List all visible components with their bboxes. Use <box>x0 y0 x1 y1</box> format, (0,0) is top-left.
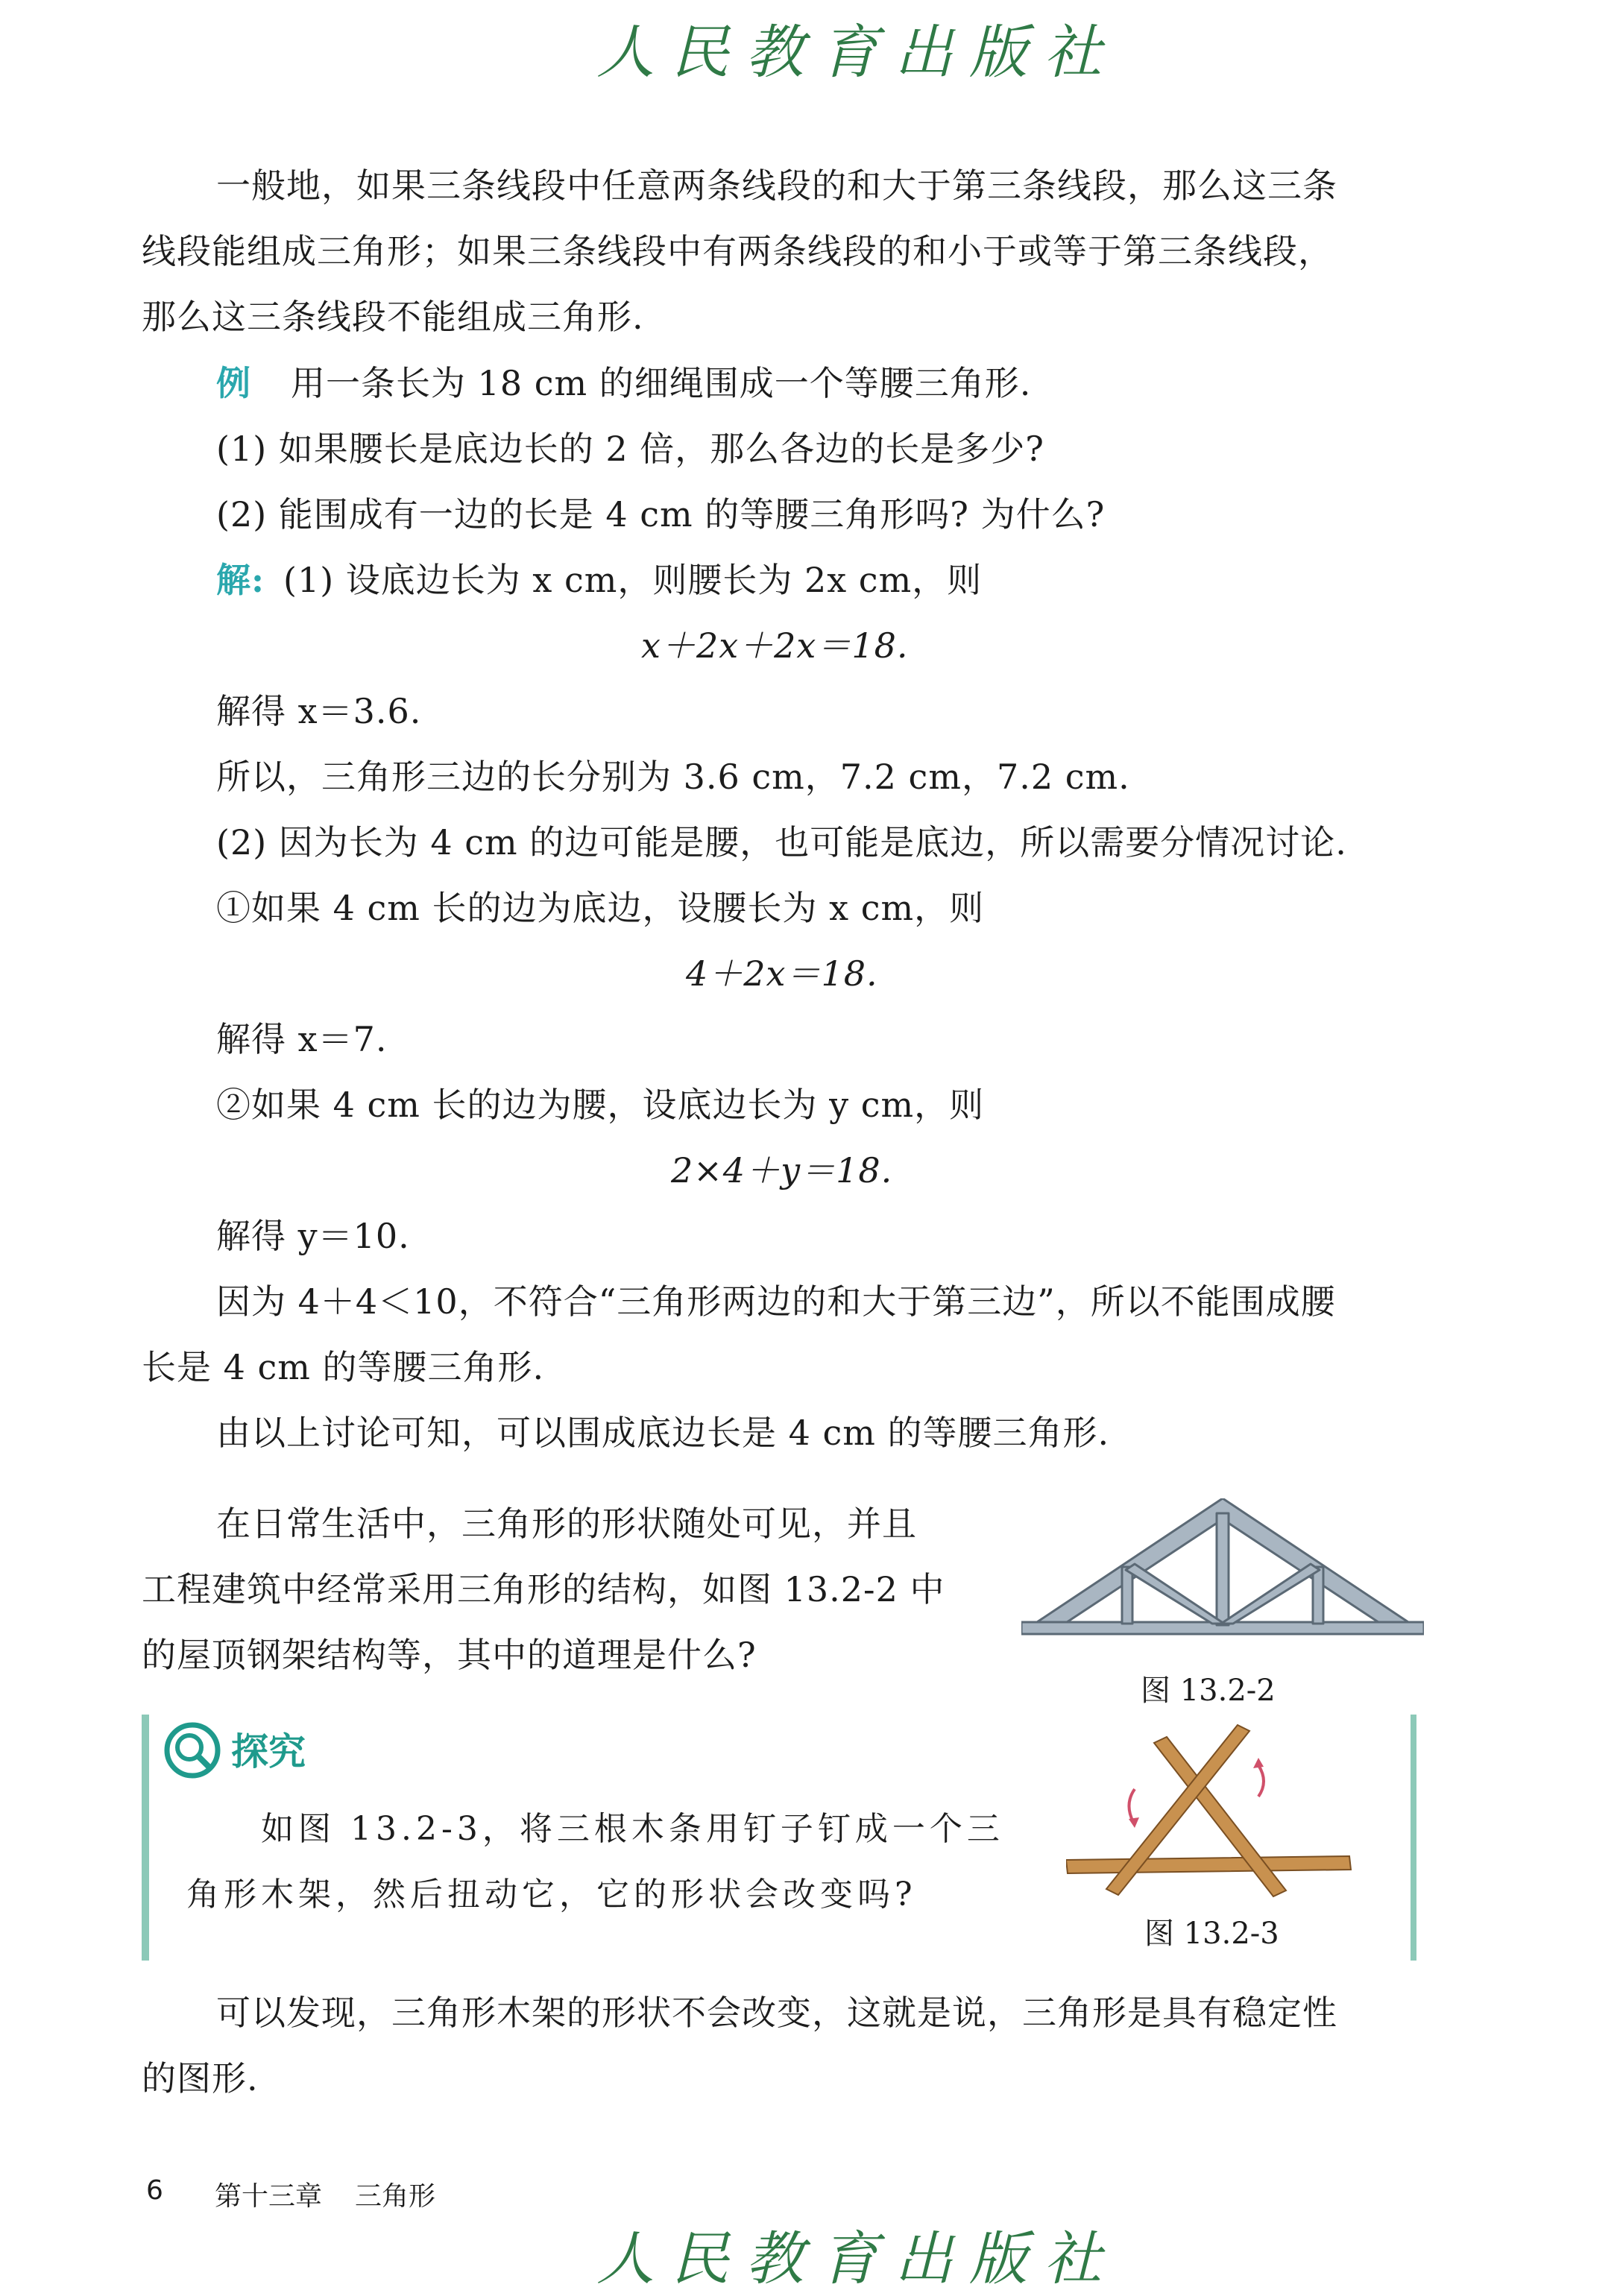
result-5-line-2: 长是 4 cm 的等腰三角形. <box>142 1347 545 1387</box>
daily-line-3: 的屋顶钢架结构等，其中的道理是什么? <box>142 1635 757 1675</box>
example-label: 例 <box>216 363 251 403</box>
explore-line-2: 角形木架，然后扭动它，它的形状会改变吗? <box>186 1876 917 1914</box>
example-question-2: (2) 能围成有一边的长是 4 cm 的等腰三角形吗? 为什么? <box>216 494 1106 534</box>
result-5-line-1: 因为 4＋4＜10，不符合“三角形两边的和大于第三边”，所以不能围成腰 <box>216 1281 1336 1322</box>
wooden-frame-figure <box>1066 1722 1364 1901</box>
result-2: 所以，三角形三边的长分别为 3.6 cm，7.2 cm，7.2 cm. <box>216 757 1130 797</box>
daily-line-2: 工程建筑中经常采用三角形的结构，如图 13.2-2 中 <box>142 1569 945 1609</box>
equation-2: 4＋2x＝18. <box>686 953 878 994</box>
chapter-label: 第十三章 <box>215 2181 323 2212</box>
equation-1: x＋2x＋2x＝18. <box>641 625 909 666</box>
example-text: 用一条长为 18 cm 的细绳围成一个等腰三角形. <box>291 363 1032 403</box>
chapter-title: 三角形 <box>355 2181 436 2212</box>
intro-line-3: 那么这三条线段不能组成三角形. <box>142 297 644 337</box>
magnifier-icon <box>163 1721 222 1780</box>
publisher-logo: 人民教育出版社 <box>596 19 1119 86</box>
case-2: ②如果 4 cm 长的边为腰，设底边长为 y cm，则 <box>216 1085 985 1125</box>
conclusion-line-1: 可以发现，三角形木架的形状不会改变，这就是说，三角形是具有稳定性 <box>216 1993 1337 2033</box>
intro-line-2: 线段能组成三角形；如果三条线段中有两条线段的和小于或等于第三条线段， <box>142 231 1333 271</box>
result-1: 解得 x＝3.6. <box>216 691 422 731</box>
conclusion-line-2: 的图形. <box>142 2058 259 2098</box>
explore-left-bar <box>142 1715 149 1961</box>
explore-line-1: 如图 13.2-3，将三根木条用钉子钉成一个三 <box>261 1810 1004 1848</box>
solution-step-2: (2) 因为长为 4 cm 的边可能是腰，也可能是底边，所以需要分情况讨论. <box>216 822 1347 862</box>
solution-step-1: (1) 设底边长为 x cm，则腰长为 2x cm，则 <box>283 560 983 600</box>
example-question-1: (1) 如果腰长是底边长的 2 倍，那么各边的长是多少? <box>216 429 1044 469</box>
result-6: 由以上讨论可知，可以围成底边长是 4 cm 的等腰三角形. <box>216 1413 1110 1453</box>
equation-3: 2×4＋y＝18. <box>671 1150 893 1190</box>
daily-line-1: 在日常生活中，三角形的形状随处可见，并且 <box>216 1504 917 1544</box>
explore-right-bar <box>1411 1715 1416 1961</box>
intro-line-1: 一般地，如果三条线段中任意两条线段的和大于第三条线段，那么这三条 <box>216 165 1337 206</box>
explore-box <box>142 1715 1416 1961</box>
figure-13-2-3-caption: 图 13.2-3 <box>1144 1917 1279 1951</box>
result-4: 解得 y＝10. <box>216 1216 410 1256</box>
roof-truss-figure <box>1021 1498 1424 1640</box>
figure-13-2-2-caption: 图 13.2-2 <box>1141 1674 1276 1708</box>
case-1: ①如果 4 cm 长的边为底边，设腰长为 x cm，则 <box>216 888 985 928</box>
publisher-logo-bottom: 人民教育出版社 <box>596 2226 1119 2293</box>
result-3: 解得 x＝7. <box>216 1019 388 1059</box>
page-number: 6 <box>146 2175 163 2206</box>
explore-title: 探究 <box>231 1730 306 1773</box>
solution-label: 解: <box>216 560 265 600</box>
